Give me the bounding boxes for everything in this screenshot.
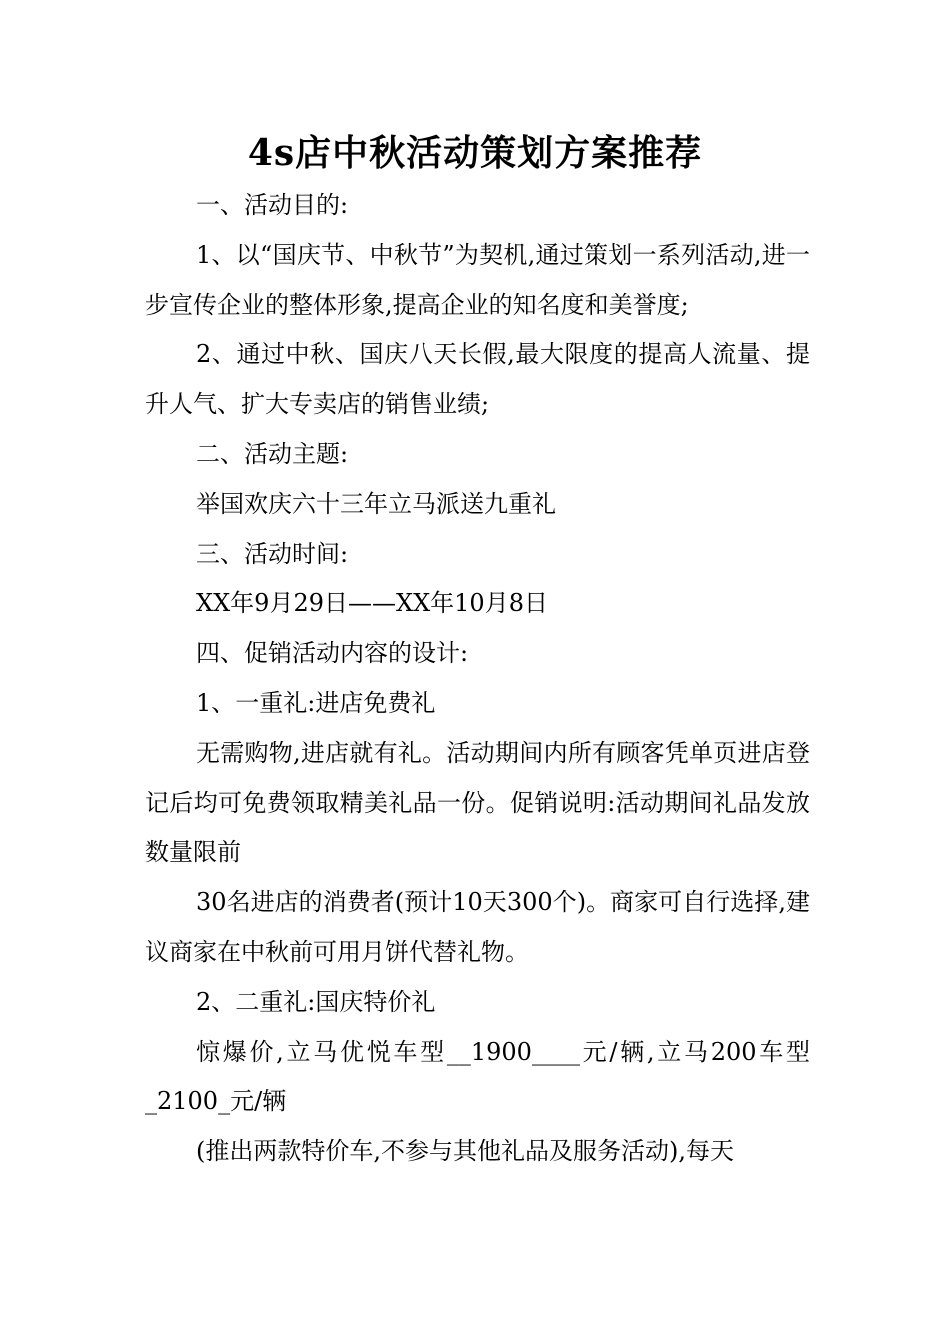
heading-activity-time: 三、活动时间: (196, 539, 349, 568)
heading-promotion-content: 四、促销活动内容的设计: (196, 639, 469, 668)
subheading-second-gift: 2、二重礼:国庆特价礼 (196, 987, 436, 1016)
paragraph-second-gift-note: (推出两款特价车,不参与其他礼品及服务活动),每天 (196, 1137, 734, 1166)
heading-activity-theme: 二、活动主题: (196, 439, 349, 468)
paragraph-first-gift: 无需购物,进店就有礼。活动期间内所有顾客凭单页进店登记后均可免费领取精美礼品一份。促销说明:活动期间礼品发放数量限前 (145, 738, 810, 867)
paragraph-purpose-2: 2、通过中秋、国庆八天长假,最大限度的提高人流量、提升人气、扩大专卖店的销售业绩; (145, 340, 810, 419)
subheading-first-gift: 1、一重礼:进店免费礼 (196, 688, 436, 717)
paragraph-time: XX年9月29日——XX年10月8日 (196, 589, 548, 618)
document-body (145, 181, 810, 1177)
paragraph-first-gift-limit: 30名进店的消费者(预计10天300个)。商家可自行选择,建议商家在中秋前可用月饼代替礼物。 (145, 888, 810, 966)
paragraph-purpose-1: 1、以“国庆节、中秋节”为契机,通过策划一系列活动,进一步宣传企业的整体形象,提高企业的知名度和美誉度; (145, 240, 810, 319)
document-title: 4s店中秋活动策划方案推荐 (247, 132, 703, 174)
heading-activity-purpose: 一、活动目的: (196, 191, 349, 219)
paragraph-second-gift-prices: 惊爆价,立马优悦车型__1900____元/辆,立马200车型_2100_元/辆 (145, 1037, 810, 1116)
paragraph-theme: 举国欢庆六十三年立马派送九重礼 (196, 489, 556, 518)
